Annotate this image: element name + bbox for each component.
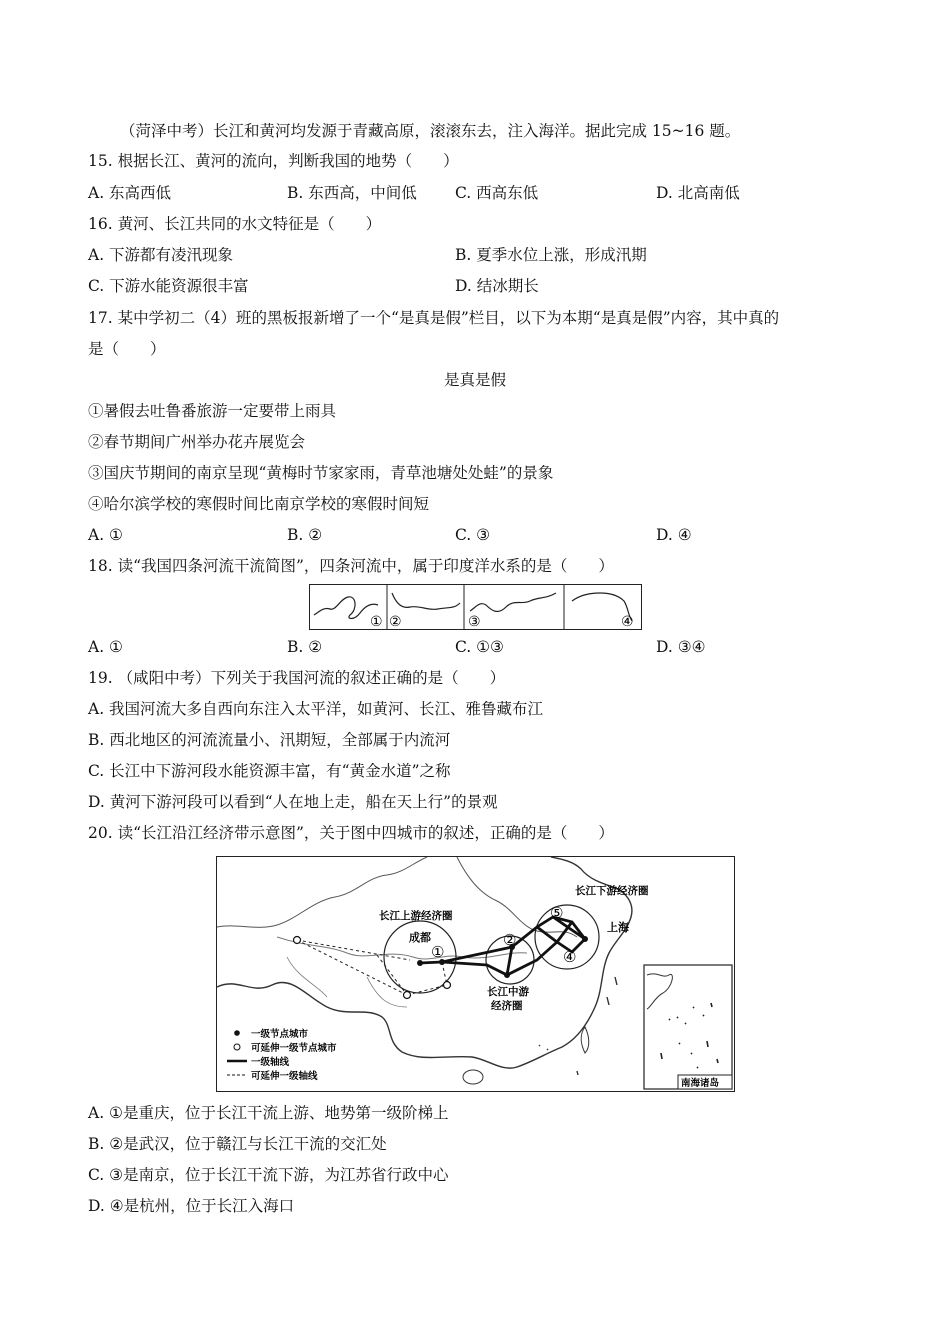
shanghai-node [582,936,588,942]
shanghai-label: 上海 [607,921,629,934]
q17-option-a[interactable]: A. ① [88,526,123,544]
yellow-river-line [457,857,577,937]
marker-4: ④ [563,948,577,966]
q18-stem: 18. 读“我国四条河流干流简图”，四条河流中，属于印度洋水系的是（ ） [88,557,614,575]
node-changsha [504,972,510,978]
q15-stem: 15. 根据长江、黄河的流向，判断我国的地势（ ） [88,152,459,170]
yangtze-economic-belt-map [216,856,735,1092]
sea-islands [539,977,617,1075]
legend-extension-node-label: 可延伸一级节点城市 [251,1043,337,1054]
q20-stem: 20. 读“长江沿江经济带示意图”，关于图中四城市的叙述，正确的是（ ） [88,824,614,842]
q17-stem-line2: 是（ ） [88,340,166,358]
q17-box-title: 是真是假 [443,371,506,389]
q20-option-d[interactable]: D. ④是杭州，位于长江入海口 [88,1197,295,1215]
legend-axis-label: 一级轴线 [251,1057,290,1068]
q17-statement-1: ①暑假去吐鲁番旅游一定要带上雨具 [88,402,337,420]
chengdu-label: 成都 [409,931,431,944]
legend-extension-node-icon [234,1044,240,1050]
taiwan-island [581,1027,589,1053]
q15-option-b[interactable]: B. 东西高，中间低 [287,184,417,202]
q19-option-c[interactable]: C. 长江中下游河段水能资源丰富，有“黄金水道”之称 [88,762,451,780]
river-3-path [470,593,556,611]
q16-option-d[interactable]: D. 结冰期长 [455,277,539,295]
river-label-1: ① [370,614,383,629]
q20-option-c[interactable]: C. ③是南京，位于长江干流下游，为江苏省行政中心 [88,1166,449,1184]
chengdu-node [417,960,423,966]
intro-text: （菏泽中考）长江和黄河均发源于青藏高原，滚滚东去，注入海洋。据此完成 15~16 题。 [120,122,741,140]
q17-statement-2: ②春节期间广州举办花卉展览会 [88,433,306,451]
river-label-3: ③ [468,614,481,629]
q19-option-b[interactable]: B. 西北地区的河流流量小、汛期短，全部属于内流河 [88,731,451,749]
extension-node-city-west [294,937,301,944]
q18-option-a[interactable]: A. ① [88,638,123,656]
marker-2: ② [503,931,517,949]
inset-label: 南海诸岛 [681,1078,720,1089]
legend-node-label: 一级节点城市 [251,1029,309,1040]
legend-extension-axis-label: 可延伸一级轴线 [251,1071,318,1082]
river-1-path [314,597,378,619]
middle-region-label-1: 长江中游 [487,986,529,998]
lower-region-label: 长江下游经济圈 [575,885,649,897]
q15-option-a[interactable]: A. 东高西低 [88,184,172,202]
inset-frame [644,965,732,1089]
q18-option-b[interactable]: B. ② [287,638,323,656]
river-2-path [392,593,460,609]
middle-region-label-2: 经济圈 [491,1000,523,1012]
hainan-island [463,1070,483,1084]
q16-option-b[interactable]: B. 夏季水位上涨，形成汛期 [455,246,647,264]
river-sketch-figure [309,584,642,630]
q16-option-a[interactable]: A. 下游都有凌汛现象 [88,246,234,264]
q15-option-d[interactable]: D. 北高南低 [656,184,740,202]
river-label-2: ② [389,614,402,629]
upper-region-label: 长江上游经济圈 [379,910,453,922]
q17-statement-3: ③国庆节期间的南京呈现“黄梅时节家家雨，青草池塘处处蛙”的景象 [88,464,554,482]
q18-option-c[interactable]: C. ①③ [455,638,504,656]
q17-option-d[interactable]: D. ④ [656,526,692,544]
legend-node-icon [234,1030,240,1036]
q18-option-d[interactable]: D. ③④ [656,638,706,656]
q15-option-c[interactable]: C. 西高东低 [455,184,539,202]
extension-node-city-guiyang [444,982,451,989]
q17-stem-line1: 17. 某中学初二（4）班的黑板报新增了一个“是真是假”栏目，以下为本期“是真是假”内容，其中真的 [88,309,780,327]
q17-statement-4: ④哈尔滨学校的寒假时间比南京学校的寒假时间短 [88,495,430,513]
marker-5: ⑤ [550,904,564,922]
q17-option-b[interactable]: B. ② [287,526,323,544]
q20-option-a[interactable]: A. ①是重庆，位于长江干流上游、地势第一级阶梯上 [88,1104,449,1122]
extension-node-city-south [404,992,411,999]
q19-option-d[interactable]: D. 黄河下游河段可以看到“人在地上走，船在天上行”的景观 [88,793,498,811]
river-label-4: ④ [621,614,634,629]
q20-option-b[interactable]: B. ②是武汉，位于赣江与长江干流的交汇处 [88,1135,387,1153]
q16-option-c[interactable]: C. 下游水能资源很丰富 [88,277,249,295]
q17-option-c[interactable]: C. ③ [455,526,491,544]
q19-stem: 19. （咸阳中考）下列关于我国河流的叙述正确的是（ ） [88,669,506,687]
marker-1: ① [431,943,445,961]
q19-option-a[interactable]: A. 我国河流大多自西向东注入太平洋，如黄河、长江、雅鲁藏布江 [88,700,544,718]
q16-stem: 16. 黄河、长江共同的水文特征是（ ） [88,215,382,233]
